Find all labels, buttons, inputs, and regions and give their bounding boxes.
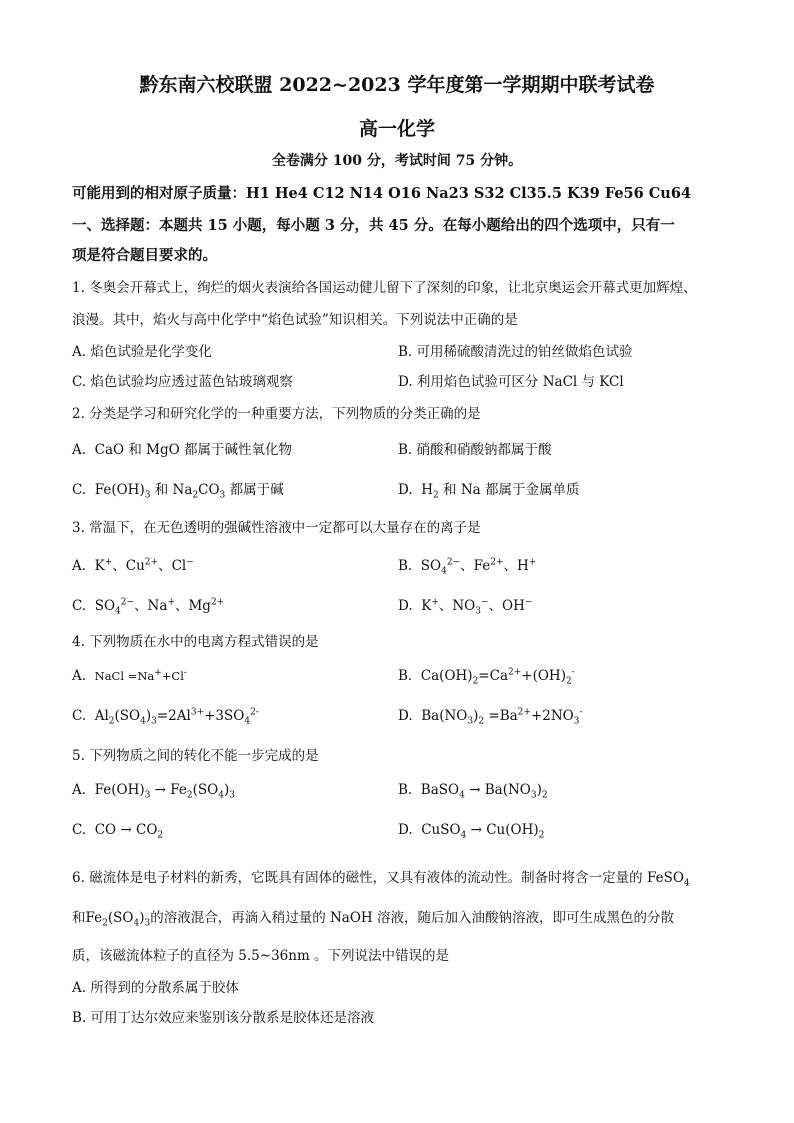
q4-stem: 4. 下列物质在水中的电离方程式错误的是: [72, 634, 319, 650]
q2-option-b: B. 硝酸和硝酸钠都属于酸: [398, 442, 552, 458]
exam-notice: 全卷满分 100 分，考试时间 75 分钟。: [271, 153, 523, 169]
q3-option-b: B. $SO_4^{2-}$、$Fe^{2+}$、H+: [398, 557, 537, 577]
q1-stem-cont: 浪漫。其中，焰火与高中化学中“焰色试验”知识相关。下列说法中正确的是: [72, 312, 518, 328]
section1-instructions-cont: 项是符合题目要求的。: [72, 247, 217, 264]
q1-option-c: C. 焰色试验均应透过蓝色钴玻璃观察: [72, 374, 293, 390]
q4-option-c: C. $Al_2(SO_4)_3=2Al^{3+}+3SO_4^{2-}$: [72, 707, 259, 727]
q2-option-c: C. $Fe(OH)_3$ 和 $Na_2CO_3$ 都属于碱: [72, 482, 284, 501]
q2-option-a: A. CaO 和 MgO 都属于碱性氧化物: [72, 442, 292, 458]
q5-stem: 5. 下列物质之间的转化不能一步完成的是: [72, 748, 319, 764]
q6-option-a: A. 所得到的分散系属于胶体: [72, 980, 239, 996]
q6-stem-cont: 和$Fe_2(SO_4)_3$的溶液混合，再滴入稍过量的 NaOH 溶液，随后加入油酸钠溶液，即可生成黑色的分散: [72, 910, 674, 929]
section1-instructions: 一、选择题：本题共 15 小题，每小题 3 分，共 45 分。在每小题给出的四个选项中，只有一: [72, 217, 675, 234]
q1-option-d: D. 利用焰色试验可区分 NaCl 与 KCl: [398, 374, 624, 390]
q2-stem: 2. 分类是学习和研究化学的一种重要方法，下列物质的分类正确的是: [72, 406, 481, 422]
q3-option-d: D. K+、$NO_3^-$、OH−: [398, 597, 533, 617]
q3-option-a: A. K+、$Cu^{2+}$、Cl−: [72, 557, 194, 574]
q6-stem-end: 质，该磁流体粒子的直径为 5.5~36nm 。下列说法中错误的是: [72, 948, 450, 964]
q1-option-a: A. 焰色试验是化学变化: [72, 344, 212, 360]
q5-option-b: B. BaSO$_4$ → $Ba(NO_3)_2$: [398, 782, 548, 801]
q3-option-c: C. $SO_4^{2-}$、Na+、$Mg^{2+}$: [72, 597, 225, 617]
q5-option-d: D. CuSO$_4$ → $Cu(OH)_2$: [398, 822, 545, 841]
q6-option-b: B. 可用丁达尔效应来鉴别该分散系是胶体还是溶液: [72, 1010, 375, 1026]
q4-option-b: B. $Ca(OH)_2=Ca^{2+}+(OH)_2^-$: [398, 667, 575, 687]
q6-stem: 6. 磁流体是电子材料的新秀，它既具有固体的磁性，又具有液体的流动性。制备时将含一定量的 FeSO$_4$: [72, 870, 690, 889]
q4-option-a: A. NaCl =Na++Cl-: [72, 668, 187, 684]
exam-subject: 高一化学: [358, 118, 435, 140]
atomic-masses: 可能用到的相对原子质量：H1 He4 C12 N14 O16 Na23 S32 Cl35.5 K39 Fe56 Cu64: [72, 185, 692, 202]
exam-title: 黔东南六校联盟 2022~2023 学年度第一学期期中联考试卷: [139, 74, 655, 96]
q1-option-b: B. 可用稀硫酸清洗过的铂丝做焰色试验: [398, 344, 633, 360]
q5-option-c: C. CO → $CO_2$: [72, 822, 164, 841]
q5-option-a: A. $Fe(OH)_3 \to Fe_2(SO_4)_3$: [72, 782, 235, 801]
q3-stem: 3. 常温下，在无色透明的强碱性溶液中一定都可以大量存在的离子是: [72, 520, 481, 536]
q4-option-d: D. $Ba(NO_3)_2 =Ba^{2+}+2NO_3^-$: [398, 707, 583, 727]
q1-stem: 1. 冬奥会开幕式上，绚烂的烟火表演给各国运动健儿留下了深刻的印象，让北京奥运会开幕式更加辉煌、: [72, 280, 697, 296]
q2-option-d: D. $H_2$ 和 Na 都属于金属单质: [398, 482, 580, 501]
